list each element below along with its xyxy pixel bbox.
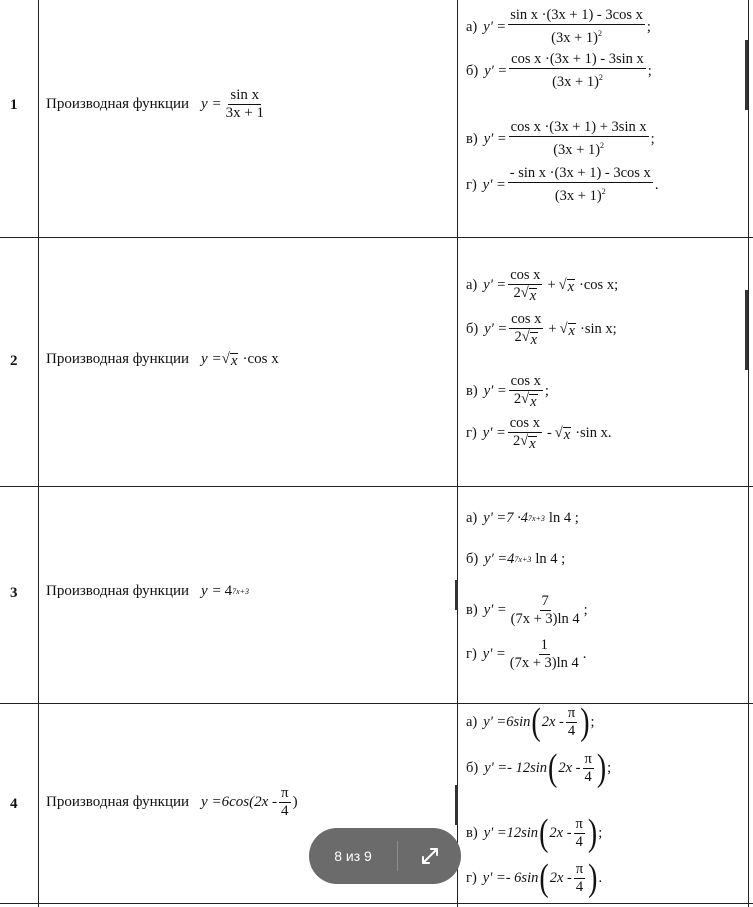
answer-option[interactable]: б) y' =4 7x+3 ln 4 ;	[466, 551, 566, 567]
table-divider	[0, 903, 753, 904]
answer-option[interactable]: а) y' = cos x 2 √ x + √ x ·cos x;	[466, 267, 619, 304]
table-divider	[0, 703, 753, 704]
answer-option[interactable]: б) y' =- 12sin ( 2x - $\frac{\pi}{4}$ ) ;	[466, 746, 612, 789]
expand-icon[interactable]	[398, 846, 461, 866]
answer-option[interactable]: а) y' =6sin ( 2x - $\frac{\pi}{4}$ ) ;	[466, 700, 595, 743]
question-text: Производная функции y = √ x ·cos x	[46, 351, 279, 369]
table-divider	[457, 0, 458, 907]
page-indicator	[309, 828, 461, 884]
page-count: 8 из 9	[334, 848, 372, 864]
question-number: 3	[10, 585, 18, 601]
answer-option[interactable]: а) y' =7 ·4 7x+3 ln 4 ;	[466, 510, 579, 526]
question-number: 4	[10, 796, 18, 812]
table-divider	[0, 237, 753, 238]
scroll-marker	[745, 40, 748, 110]
scroll-marker	[455, 580, 458, 610]
answer-option[interactable]: г) y' = $\frac{\text{- sin x ·(3x + 1) - 3cos x}}{(3x + 1)^2}$ .	[466, 165, 659, 204]
question-text: Производная функции y =6cos(2x - $\frac{\pi}{4}$ )	[46, 785, 298, 819]
table-divider	[38, 0, 39, 907]
answer-option[interactable]: в) y' = $\frac{7}{(7x + 3)\ln 4}$ ;	[466, 593, 588, 627]
scroll-marker	[455, 785, 458, 825]
table-divider	[0, 486, 753, 487]
answer-option[interactable]: а) y' = $\frac{\text{sin x ·(3x + 1) - 3cos x}}{(3x + 1)^2}$ ;	[466, 7, 651, 46]
question-number: 1	[10, 97, 18, 113]
answer-option[interactable]: б) y' = $\frac{\text{cos x ·(3x + 1) - 3sin x}}{(3x + 1)^2}$ ;	[466, 51, 652, 90]
question-text: Производная функции y = $\frac{\text{sin x}}{3x + 1}$	[46, 87, 265, 121]
scroll-marker	[745, 290, 748, 370]
answer-option[interactable]: б) y' = cos x 2 √ x + √ x ·sin x;	[466, 311, 617, 348]
answer-option[interactable]: в) y' =12sin ( 2x - $\frac{\pi}{4}$ ) ;	[466, 811, 603, 854]
answer-option[interactable]: в) y' = cos x 2 √ x ;	[466, 373, 549, 410]
answer-option[interactable]: г) y' =- 6sin ( 2x - $\frac{\pi}{4}$ ) .	[466, 856, 603, 899]
answer-option[interactable]: г) y' = $\frac{1}{(7x + 3)\ln 4}$ .	[466, 637, 587, 671]
function-fraction: $\frac{\text{sin x}}{3x + 1}$	[225, 87, 265, 121]
table-divider	[748, 0, 749, 907]
question-text: Производная функции y = 4 7x+3	[46, 583, 250, 599]
question-number: 2	[10, 353, 18, 369]
answer-option[interactable]: г) y' = cos x 2 √ x - √ x ·sin x.	[466, 415, 612, 452]
answer-option[interactable]: в) y' = $\frac{\text{cos x ·(3x + 1) + 3sin x}}{(3x + 1)^2}$ ;	[466, 119, 655, 158]
